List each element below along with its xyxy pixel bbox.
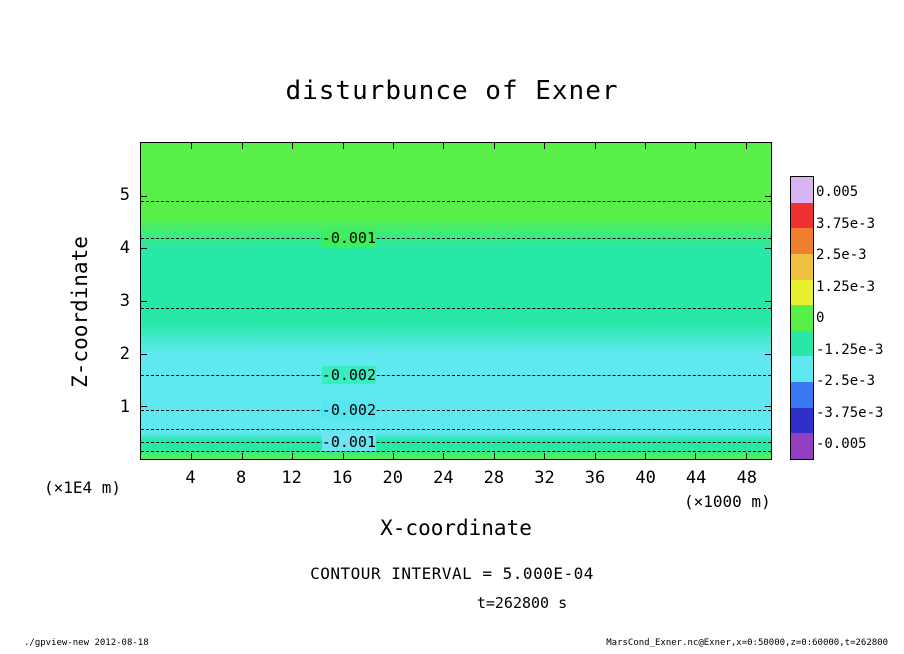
colorbar-tick-label: -2.5e-3: [816, 373, 876, 389]
axis-tick: [292, 143, 293, 149]
y-tick-label: 4: [119, 238, 130, 258]
x-tick-label: 36: [584, 468, 606, 488]
colorbar-tick-label: 0: [816, 310, 825, 326]
colorbar-segment: [791, 356, 813, 382]
y-tick-label: 2: [119, 344, 130, 364]
contour-label: [319, 433, 379, 451]
x-tick-label: 24: [433, 468, 454, 488]
contour-label-text: -0.002: [321, 401, 376, 420]
colorbar-segment: [791, 433, 813, 459]
axis-tick: [746, 143, 747, 149]
x-tick-label: 32: [534, 468, 555, 488]
x-axis-title: X-coordinate: [380, 516, 532, 540]
y-tick-label: 5: [119, 185, 130, 205]
axis-tick: [765, 248, 771, 249]
contour-line: [141, 429, 771, 430]
colorbar-segment: [791, 280, 813, 306]
colorbar-segment: [791, 408, 813, 434]
contour-label: [319, 401, 379, 419]
axis-tick: [595, 143, 596, 149]
x-tick-label: 48: [736, 468, 757, 488]
contour-label-text: -0.002: [321, 366, 376, 385]
x-tick-label: 20: [382, 468, 404, 488]
colorbar-tick-label: -3.75e-3: [816, 404, 884, 421]
axis-tick: [695, 453, 696, 459]
axis-tick: [292, 453, 293, 459]
contour-label-text: -0.001: [321, 228, 376, 247]
axis-tick: [494, 453, 495, 459]
x-tick-label: 16: [331, 468, 353, 488]
footer-right-text: MarsCond_Exner.nc@Exner,x=0:50000,z=0:60000,t=262800: [606, 638, 888, 648]
axis-tick: [544, 453, 545, 459]
axis-tick: [595, 453, 596, 459]
colorbar-tick-label: 3.75e-3: [816, 215, 876, 232]
axis-tick: [443, 143, 444, 149]
axis-tick: [765, 406, 771, 407]
time-label: t=262800 s: [476, 594, 568, 612]
contour-line: [141, 308, 771, 309]
x-axis-unit-label: (×1000 m): [684, 492, 771, 511]
footer-left-text: ./gpview-new 2012-08-18: [24, 638, 149, 648]
axis-tick: [746, 453, 747, 459]
axis-tick: [242, 453, 243, 459]
axis-tick: [141, 248, 147, 249]
y-tick-label: 1: [119, 397, 130, 417]
axis-tick: [242, 143, 243, 149]
x-tick-label: 8: [235, 468, 247, 488]
colorbar-tick-label: 2.5e-3: [816, 247, 867, 263]
colorbar-tick-label: -1.25e-3: [816, 341, 884, 358]
axis-tick: [141, 406, 147, 407]
colorbar-tick-label: 1.25e-3: [816, 278, 876, 295]
x-tick-label: 40: [635, 468, 656, 488]
axis-tick: [544, 143, 545, 149]
axis-tick: [343, 143, 344, 149]
y-axis-title: Z-coordinate: [68, 236, 92, 388]
axis-tick: [765, 301, 771, 302]
x-tick-label: 28: [483, 468, 505, 488]
contour-plot[interactable]: [140, 142, 772, 460]
colorbar: [790, 176, 814, 460]
colorbar-segment: [791, 331, 813, 357]
contour-line: [141, 375, 771, 376]
axis-tick: [141, 196, 147, 197]
contour-line: [141, 201, 771, 202]
colorbar-tick-label: -0.005: [816, 436, 867, 452]
x-tick-label: 12: [281, 468, 302, 488]
axis-tick: [494, 143, 495, 149]
contour-line: [141, 451, 771, 452]
y-tick-label: 3: [119, 291, 130, 311]
axis-tick: [343, 453, 344, 459]
axis-tick: [645, 143, 646, 149]
contour-line: [141, 238, 771, 239]
colorbar-tick-label: 0.005: [816, 184, 859, 200]
contour-label: [319, 366, 379, 384]
axis-tick: [141, 301, 147, 302]
contour-interval-label: CONTOUR INTERVAL = 5.000E-04: [310, 564, 594, 583]
axis-tick: [645, 453, 646, 459]
axis-tick: [393, 143, 394, 149]
x-tick-label: 44: [685, 468, 707, 488]
colorbar-segment: [791, 382, 813, 408]
page-title: disturbunce of Exner: [285, 76, 619, 106]
contour-line: [141, 410, 771, 411]
colorbar-segment: [791, 177, 813, 203]
colorbar-segment: [791, 254, 813, 280]
axis-tick: [765, 196, 771, 197]
axis-tick: [191, 453, 192, 459]
axis-tick: [695, 143, 696, 149]
colorbar-segment: [791, 203, 813, 229]
axis-tick: [141, 354, 147, 355]
axis-tick: [765, 354, 771, 355]
contour-line: [141, 442, 771, 443]
axis-tick: [393, 453, 394, 459]
x-tick-label: 4: [185, 468, 196, 488]
colorbar-segment: [791, 228, 813, 254]
contour-label: [319, 229, 379, 247]
colorbar-segment: [791, 305, 813, 331]
axis-tick: [191, 143, 192, 149]
field-colormap: [141, 143, 771, 459]
axis-tick: [443, 453, 444, 459]
y-axis-unit-label: (×1E4 m): [44, 478, 122, 497]
contour-label-text: -0.001: [321, 432, 376, 451]
